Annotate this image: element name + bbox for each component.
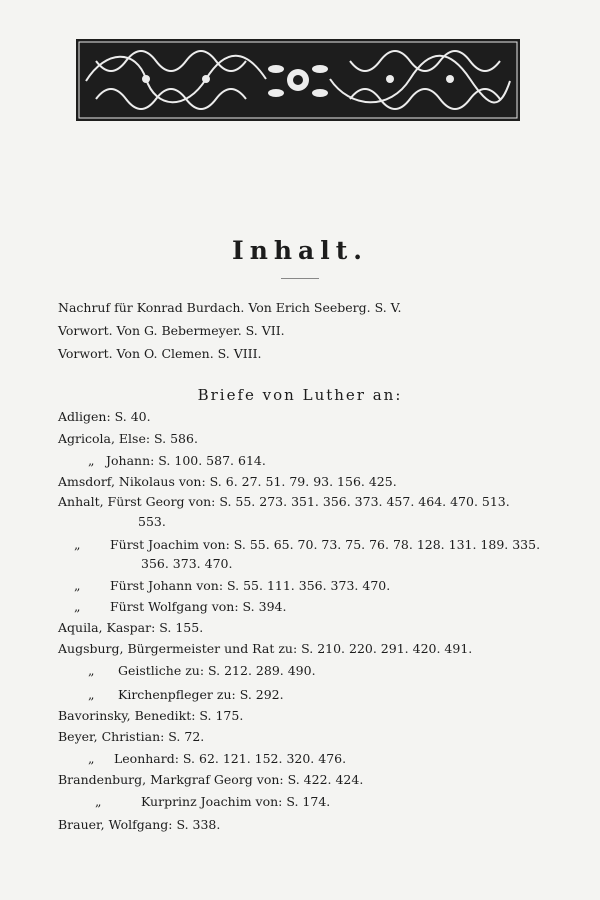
ditto-mark: „: [88, 687, 95, 702]
ditto-mark: „: [88, 751, 95, 766]
index-entry-text: Geistliche zu: S. 212. 289. 490.: [117, 663, 316, 678]
index-entry: Beyer, Christian: S. 72.: [58, 729, 205, 744]
index-entry-text: Fürst Wolfgang von: S. 394.: [109, 599, 287, 614]
index-entry: Brandenburg, Markgraf Georg von: S. 422. 424.: [58, 772, 364, 787]
ditto-mark: „: [95, 794, 102, 809]
index-entry-text: Fürst Joachim von: S. 55. 65. 70. 73. 75. 76. 78. 128. 131. 189. 335.: [109, 537, 541, 552]
index-entry: Brauer, Wolfgang: S. 338.: [58, 817, 221, 832]
section-heading: Briefe von Luther an:: [197, 386, 403, 404]
index-entry-text: Johann: S. 100. 587. 614.: [105, 453, 266, 468]
front-matter-item: Vorwort. Von G. Bebermeyer. S. VII.: [58, 323, 285, 338]
index-entry-continuation: 553.: [138, 514, 166, 529]
front-matter-item: Nachruf für Konrad Burdach. Von Erich Seeberg. S. V.: [58, 300, 402, 315]
index-entry: [74, 599, 286, 615]
decorative-header-ornament: [76, 39, 520, 121]
index-entry: Agricola, Else: S. 586.: [58, 431, 198, 446]
index-entry-text: Fürst Johann von: S. 55. 111. 356. 373. 470.: [109, 578, 391, 593]
ditto-mark: „: [74, 599, 81, 614]
index-entry-text: Kirchenpfleger zu: S. 292.: [117, 687, 284, 702]
ditto-mark: „: [74, 537, 81, 552]
index-entry: Aquila, Kaspar: S. 155.: [58, 620, 204, 635]
index-entry: [88, 453, 266, 469]
index-entry: [88, 687, 284, 703]
index-entry-text: Kurprinz Joachim von: S. 174.: [140, 794, 331, 809]
index-entry: Anhalt, Fürst Georg von: S. 55. 273. 351. 356. 373. 457. 464. 470. 513.: [58, 494, 510, 509]
index-entry-continuation: 356. 373. 470.: [141, 556, 233, 571]
index-entry: Augsburg, Bürgermeister und Rat zu: S. 210. 220. 291. 420. 491.: [58, 641, 473, 656]
page-title: Inhalt.: [232, 236, 368, 265]
ditto-mark: „: [74, 578, 81, 593]
index-entry-text: Leonhard: S. 62. 121. 152. 320. 476.: [113, 751, 347, 766]
front-matter-item: Vorwort. Von O. Clemen. S. VIII.: [58, 346, 262, 361]
index-entry: Bavorinsky, Benedikt: S. 175.: [58, 708, 244, 723]
index-entry: [95, 794, 330, 810]
index-entry: [88, 751, 346, 767]
title-divider: [281, 278, 319, 279]
index-entry: [88, 663, 316, 679]
index-entry: Amsdorf, Nikolaus von: S. 6. 27. 51. 79. 93. 156. 425.: [58, 474, 397, 489]
index-entry: [74, 578, 390, 594]
ditto-mark: „: [88, 663, 95, 678]
ditto-mark: „: [88, 453, 95, 468]
index-entry: [74, 537, 540, 553]
index-entry: Adligen: S. 40.: [58, 409, 151, 424]
